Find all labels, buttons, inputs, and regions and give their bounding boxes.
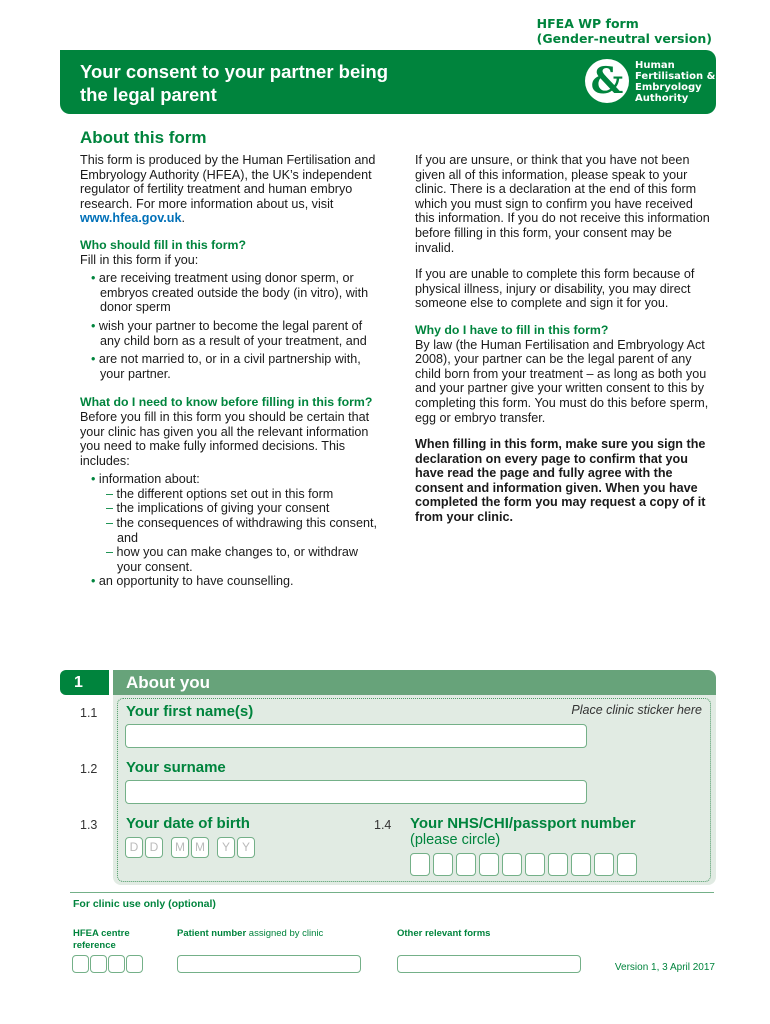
nhs-digit-box[interactable] <box>433 853 453 876</box>
centre-ref-box[interactable] <box>108 955 125 973</box>
dob-fields <box>125 837 257 858</box>
sub-item: – how you can make changes to, or withdraw your consent. <box>106 545 359 574</box>
patient-number-input[interactable] <box>177 955 361 973</box>
nhs-digit-box[interactable] <box>548 853 568 876</box>
dob-label: Your date of birth <box>126 815 250 832</box>
dob-month-box[interactable]: M <box>191 837 209 858</box>
dob-year-box[interactable]: Y <box>217 837 235 858</box>
surname-input[interactable] <box>125 780 587 804</box>
dob-year-box[interactable]: Y <box>237 837 255 858</box>
form-version-type: (Gender-neutral version) <box>536 31 712 46</box>
nhs-digit-box[interactable] <box>594 853 614 876</box>
about-heading: About this form <box>80 128 207 147</box>
section-number: 1 <box>60 670 109 695</box>
sticker-hint: Place clinic sticker here <box>571 703 702 717</box>
centre-ref-label: HFEA centre reference <box>73 928 130 951</box>
other-forms-input[interactable] <box>397 955 581 973</box>
who-heading: Who should fill in this form? <box>80 237 246 252</box>
centre-ref-box[interactable] <box>126 955 143 973</box>
q2-number: 1.2 <box>80 762 98 776</box>
know-heading: What do I need to know before filling in this form? <box>80 395 373 410</box>
list-item: • an opportunity to have counselling. <box>91 574 294 589</box>
hfea-link[interactable]: www.hfea.gov.uk <box>80 211 182 226</box>
form-code: HFEA WP form <box>536 16 639 31</box>
right-column <box>415 153 713 537</box>
nhs-digit-box[interactable] <box>617 853 637 876</box>
centre-ref-box[interactable] <box>72 955 89 973</box>
dob-day-box[interactable]: D <box>125 837 143 858</box>
hfea-logo-text: Human Fertilisation & Embryology Authority <box>635 60 716 104</box>
nhs-number-label: Your NHS/CHI/passport number <box>410 815 636 832</box>
hfea-logo-icon: & <box>585 59 629 103</box>
unable-text: If you are unable to complete this form because of physical illness, injury or disability, you may direct someone else to complete and sign it for you. <box>415 267 695 311</box>
page-title: Your consent to your partner being the legal parent <box>80 61 389 105</box>
q4-number: 1.4 <box>374 818 392 832</box>
why-text: By law (the Human Fertilisation and Embryology Act 2008), your partner can be the legal parent of any child born from your treatment – as long as both you and your partner give your written consent to this by completing this form. You must do this before sperm, egg or embryo transfer. <box>415 337 709 425</box>
divider <box>70 892 714 893</box>
dob-month-box[interactable]: M <box>171 837 189 858</box>
who-list <box>80 271 385 381</box>
section-title: About you <box>113 670 716 695</box>
list-item: • information about: <box>91 472 200 487</box>
dob-day-box[interactable]: D <box>145 837 163 858</box>
unsure-text: If you are unsure, or think that you have not been given all of this information, please speak to your clinic. There is a declaration at the end of this form which you must sign to confirm you have received this information. If you do not receive this information before filling in this form, your consent may be invalid. <box>415 153 710 255</box>
q3-number: 1.3 <box>80 818 98 832</box>
list-item: • wish your partner to become the legal parent of any child born as a result of your treatment, and <box>91 318 367 348</box>
nhs-digit-box[interactable] <box>525 853 545 876</box>
nhs-number-fields <box>410 853 640 881</box>
declaration-note: When filling in this form, make sure you sign the declaration on every page to confirm that you have read the page and fully agree with the consent and information given. When you have completed the form you may request a copy of it from your clinic. <box>415 437 706 525</box>
version-text: Version 1, 3 April 2017 <box>614 962 715 973</box>
why-heading: Why do I have to fill in this form? <box>415 322 609 337</box>
nhs-digit-box[interactable] <box>410 853 430 876</box>
first-name-label: Your first name(s) <box>126 703 254 720</box>
centre-ref-fields <box>72 955 144 978</box>
list-item: • are receiving treatment using donor sperm, or embryos created outside the body (in vitro), with donor sperm <box>91 271 369 315</box>
list-item: • are not married to, or in a civil partnership with, your partner. <box>91 352 361 381</box>
patient-number-label: Patient number assigned by clinic <box>177 928 324 939</box>
intro-text: This form is produced by the Human Fertilisation and Embryology Authority (HFEA), the UK’s independent regulator of fertility treatment and human embryo research. For more information about us, visit www.hfea.gov.uk. <box>80 153 376 226</box>
form-id <box>537 16 712 46</box>
nhs-number-hint: (please circle) <box>410 832 501 848</box>
nhs-digit-box[interactable] <box>479 853 499 876</box>
surname-label: Your surname <box>126 759 226 776</box>
nhs-digit-box[interactable] <box>571 853 591 876</box>
sub-item: – the implications of giving your consent <box>106 501 330 516</box>
who-intro: Fill in this form if you: <box>80 252 199 267</box>
clinic-use-heading: For clinic use only (optional) <box>73 898 216 910</box>
nhs-digit-box[interactable] <box>456 853 476 876</box>
know-intro: Before you fill in this form you should be certain that your clinic has given you all the relevant information you need to make fully informed decisions. This includes: <box>80 409 370 468</box>
centre-ref-box[interactable] <box>90 955 107 973</box>
nhs-digit-box[interactable] <box>502 853 522 876</box>
sub-item: – the different options set out in this form <box>106 486 334 501</box>
know-list <box>80 472 385 589</box>
q1-number: 1.1 <box>80 706 98 720</box>
title-banner <box>60 50 716 114</box>
other-forms-label: Other relevant forms <box>397 928 491 939</box>
sub-item: – the consequences of withdrawing this consent, and <box>106 516 377 545</box>
left-column <box>80 153 385 599</box>
first-name-input[interactable] <box>125 724 587 748</box>
